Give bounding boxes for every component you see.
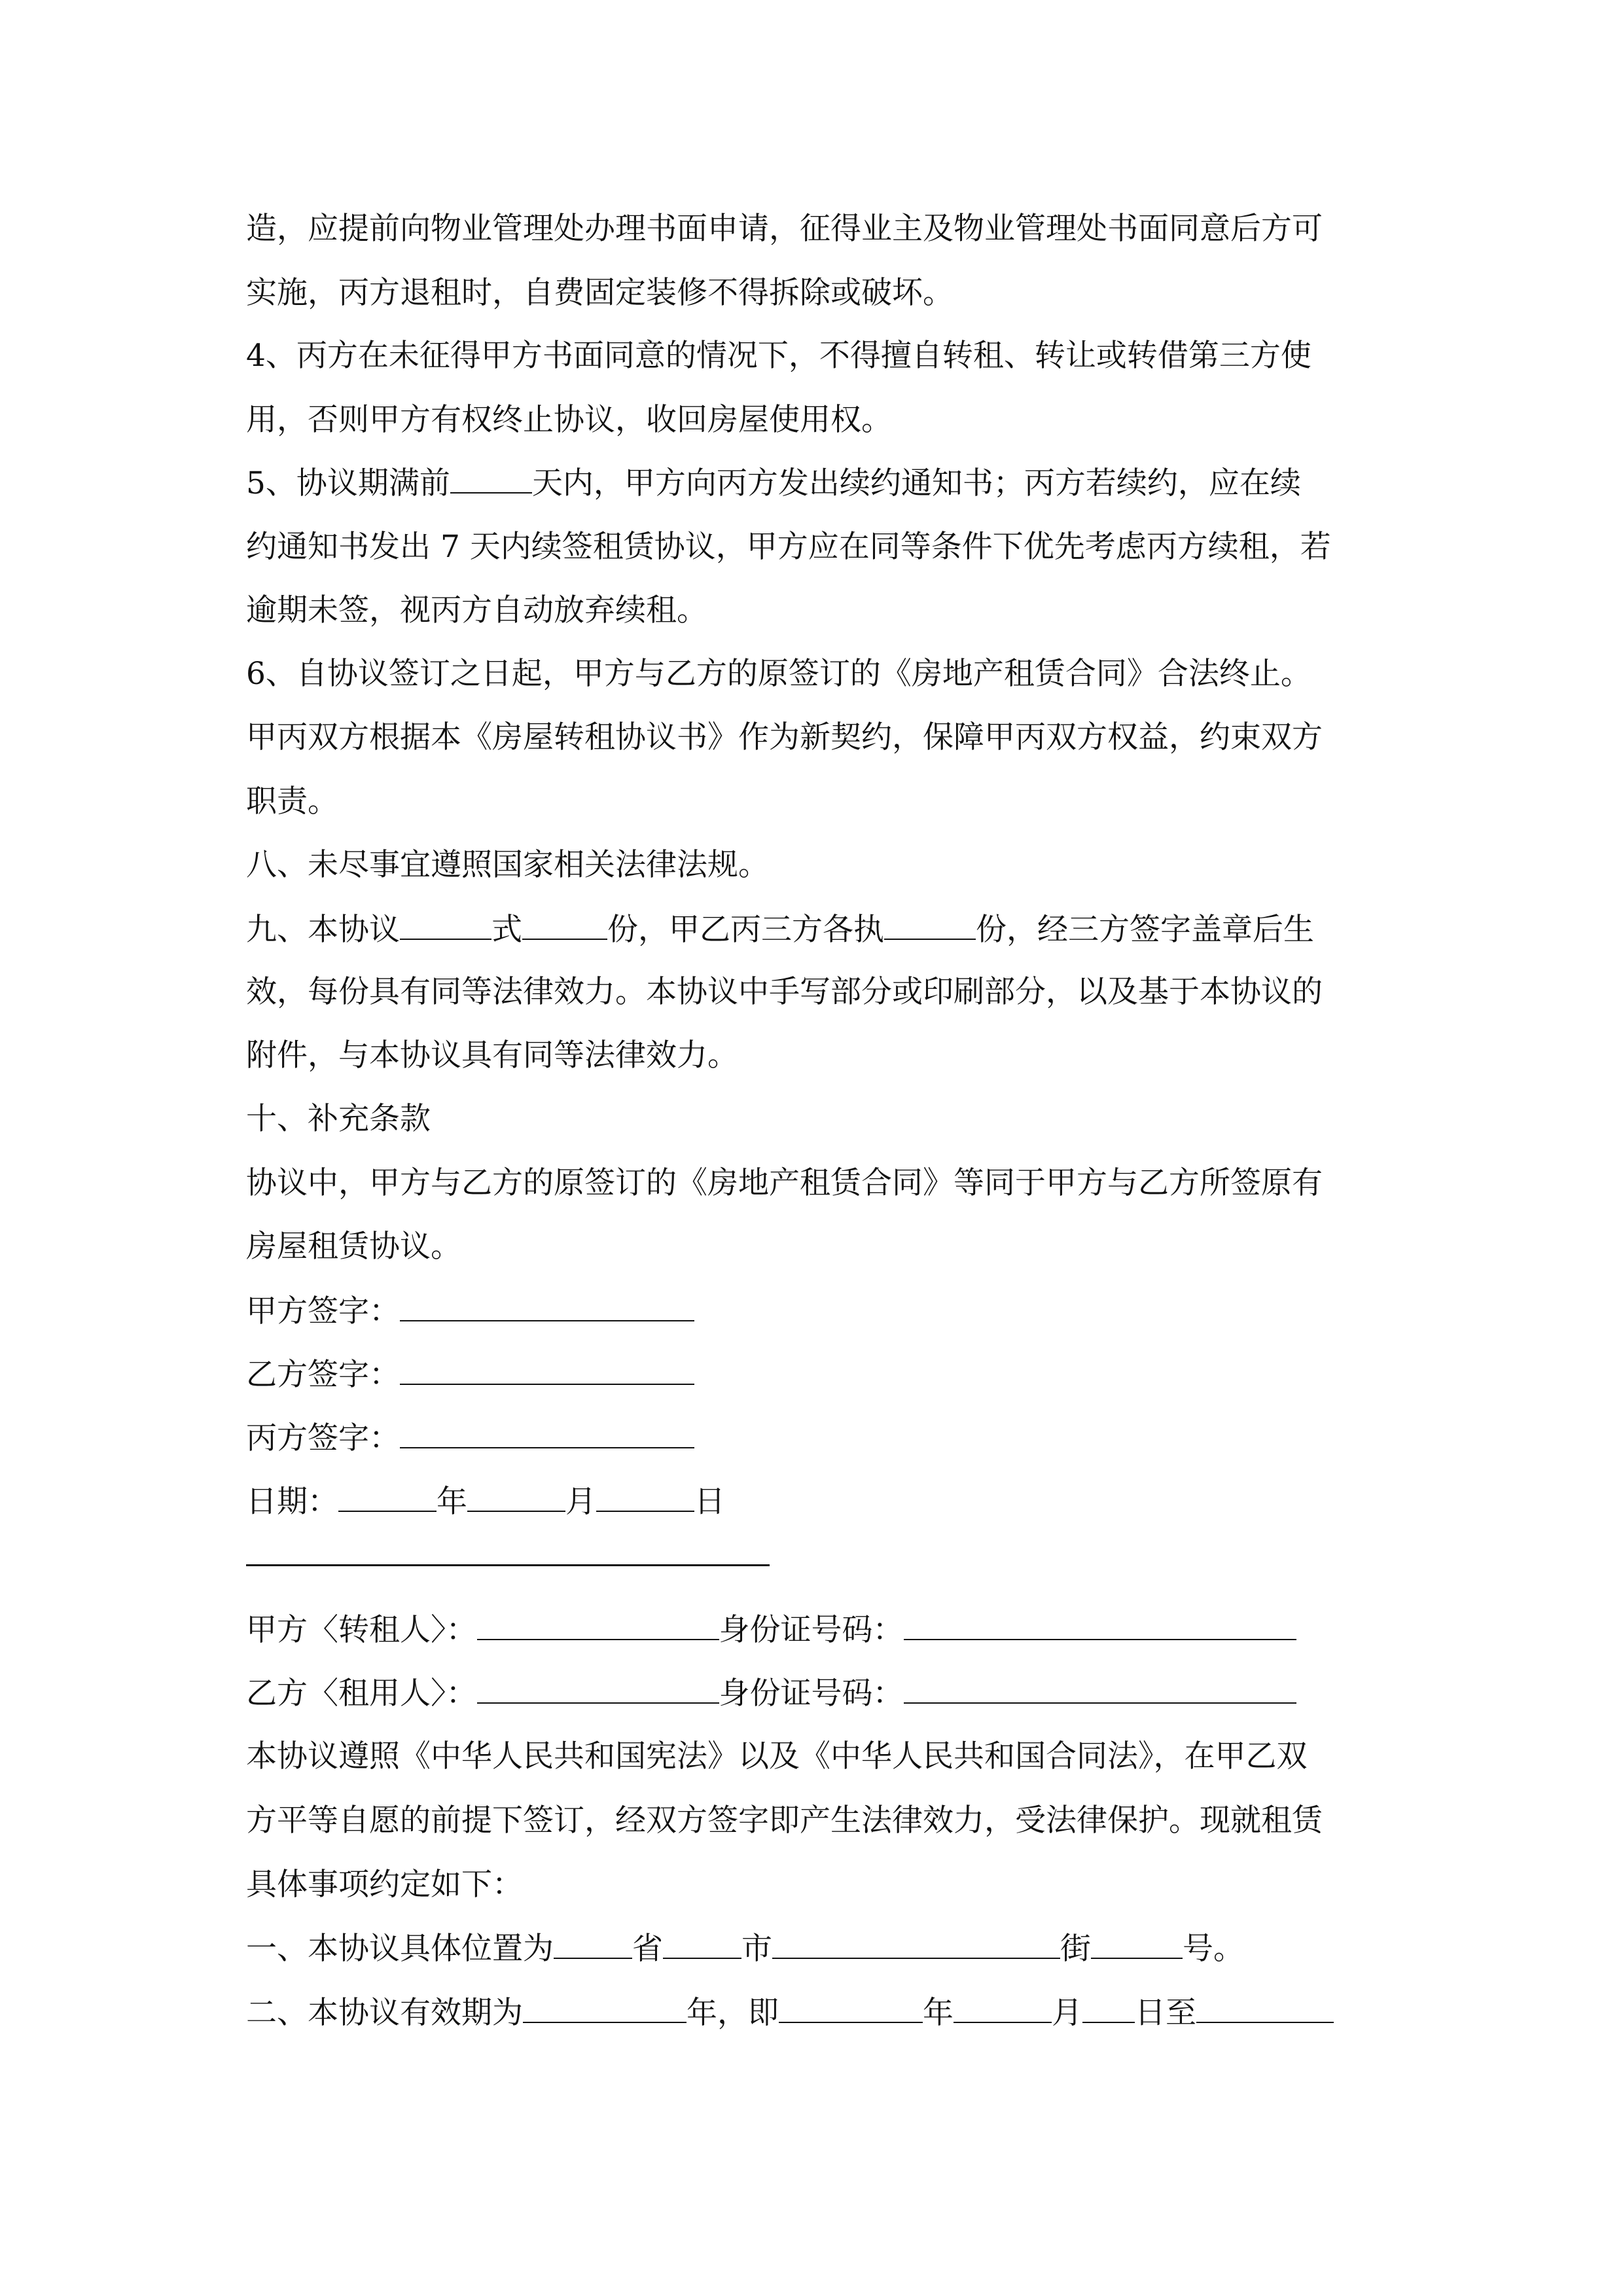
city-label: 市	[741, 1931, 772, 1967]
clause-9-text-c: 份，甲乙丙三方各执	[607, 912, 884, 948]
start-month-blank[interactable]	[954, 1993, 1052, 2023]
signature-label: 丙方签字：	[246, 1420, 400, 1456]
clause-2-text-a: 二、本协议有效期为	[246, 1995, 523, 2031]
text-line: 用，否则甲方有权终止协议，收回房屋使用权。	[246, 402, 892, 438]
text-line: 约通知书发出 7 天内续签租赁协议，甲方应在同等条件下优先考虑丙方续租，若	[246, 529, 1331, 565]
signature-field-a[interactable]	[400, 1291, 694, 1321]
text-line: 逾期未签，视丙方自动放弃续租。	[246, 592, 707, 628]
date-line	[246, 1482, 1385, 1521]
street-blank[interactable]	[772, 1929, 1060, 1959]
text-line: 附件，与本协议具有同等法律效力。	[246, 1037, 738, 1073]
clause-9-text-d: 份，经三方签字盖章后生	[976, 912, 1314, 948]
lessee-name-field[interactable]	[477, 1674, 719, 1704]
year-blank[interactable]	[338, 1482, 437, 1512]
lessor-id-field[interactable]	[904, 1610, 1296, 1640]
number-blank[interactable]	[1091, 1929, 1183, 1959]
text-line: 八、未尽事宜遵照国家相关法律法规。	[246, 847, 769, 883]
clause-1-line	[246, 1929, 1385, 1968]
copies-blank[interactable]	[400, 910, 491, 940]
signature-field-c[interactable]	[400, 1418, 694, 1448]
days-blank[interactable]	[450, 463, 532, 493]
clause-5-line	[246, 463, 1385, 503]
text-line: 本协议遵照《中华人民共和国宪法》以及《中华人民共和国合同法》，在甲乙双	[246, 1738, 1308, 1774]
year-label: 年	[437, 1484, 467, 1520]
term-years-blank[interactable]	[523, 1993, 687, 2023]
text-line: 6、自协议签订之日起，甲方与乙方的原签订的《房地产租赁合同》合法终止。	[246, 656, 1311, 692]
signature-field-b[interactable]	[400, 1355, 694, 1385]
clause-2-year-label: 年	[923, 1995, 954, 2031]
text-line: 4、丙方在未征得甲方书面同意的情况下，不得擅自转租、转让或转借第三方使	[246, 338, 1311, 374]
clause-9-line	[246, 910, 1385, 949]
text-line: 效，每份具有同等法律效力。本协议中手写部分或印刷部分，以及基于本协议的	[246, 974, 1323, 1010]
province-label: 省	[632, 1931, 663, 1967]
clause-1-text-a: 一、本协议具体位置为	[246, 1931, 554, 1967]
clause-9-text-a: 九、本协议	[246, 912, 400, 948]
clause-5-text-a: 5、协议期满前	[246, 465, 450, 501]
lessor-name-field[interactable]	[477, 1610, 719, 1640]
start-day-blank[interactable]	[1082, 1993, 1135, 2023]
text-line: 甲丙双方根据本《房屋转租协议书》作为新契约，保障甲丙双方权益，约束双方	[246, 719, 1323, 755]
clause-2-month-label: 月	[1052, 1995, 1082, 2031]
text-line: 实施，丙方退租时，自费固定装修不得拆除或破坏。	[246, 275, 954, 311]
street-label: 街	[1060, 1931, 1091, 1967]
lessee-id-field[interactable]	[904, 1674, 1296, 1704]
date-label: 日期：	[246, 1484, 338, 1520]
city-blank[interactable]	[663, 1929, 741, 1959]
end-date-blank[interactable]	[1196, 1993, 1334, 2023]
month-blank[interactable]	[467, 1482, 565, 1512]
clause-2-text-e: 日至	[1135, 1995, 1196, 2031]
copies-count-blank[interactable]	[522, 910, 607, 940]
separator-line	[246, 1564, 770, 1566]
text-line: 造，应提前向物业管理处办理书面申请，征得业主及物业管理处书面同意后方可	[246, 211, 1323, 247]
province-blank[interactable]	[554, 1929, 632, 1959]
signature-party-b	[246, 1355, 1385, 1394]
signature-party-a	[246, 1291, 1385, 1331]
start-year-blank[interactable]	[779, 1993, 923, 2023]
text-line: 职责。	[246, 783, 338, 819]
text-line: 方平等自愿的前提下签订，经双方签字即产生法律效力，受法律保护。现就租赁	[246, 1803, 1323, 1839]
each-holds-blank[interactable]	[884, 910, 976, 940]
id-label: 身份证号码：	[719, 1612, 904, 1648]
lessor-line	[246, 1610, 1385, 1649]
clause-2-line	[246, 1993, 1385, 2032]
number-label: 号。	[1183, 1931, 1244, 1967]
lessor-label: 甲方〈转租人〉：	[246, 1612, 477, 1648]
text-line: 协议中，甲方与乙方的原签订的《房地产租赁合同》等同于甲方与乙方所签原有	[246, 1165, 1323, 1201]
signature-label: 甲方签字：	[246, 1293, 400, 1329]
month-label: 月	[565, 1484, 596, 1520]
clause-5-text-b: 天内，甲方向丙方发出续约通知书；丙方若续约，应在续	[531, 465, 1301, 501]
clause-9-text-b: 式	[491, 912, 522, 948]
text-line: 具体事项约定如下：	[246, 1867, 523, 1903]
day-label: 日	[694, 1484, 725, 1520]
signature-label: 乙方签字：	[246, 1357, 400, 1393]
text-line: 房屋租赁协议。	[246, 1229, 461, 1265]
lessee-line	[246, 1674, 1385, 1713]
signature-party-c	[246, 1418, 1385, 1458]
text-line: 十、补充条款	[246, 1101, 431, 1137]
id-label: 身份证号码：	[719, 1676, 904, 1712]
clause-2-text-b: 年，即	[687, 1995, 779, 2031]
day-blank[interactable]	[596, 1482, 694, 1512]
lessee-label: 乙方〈租用人〉：	[246, 1676, 477, 1712]
